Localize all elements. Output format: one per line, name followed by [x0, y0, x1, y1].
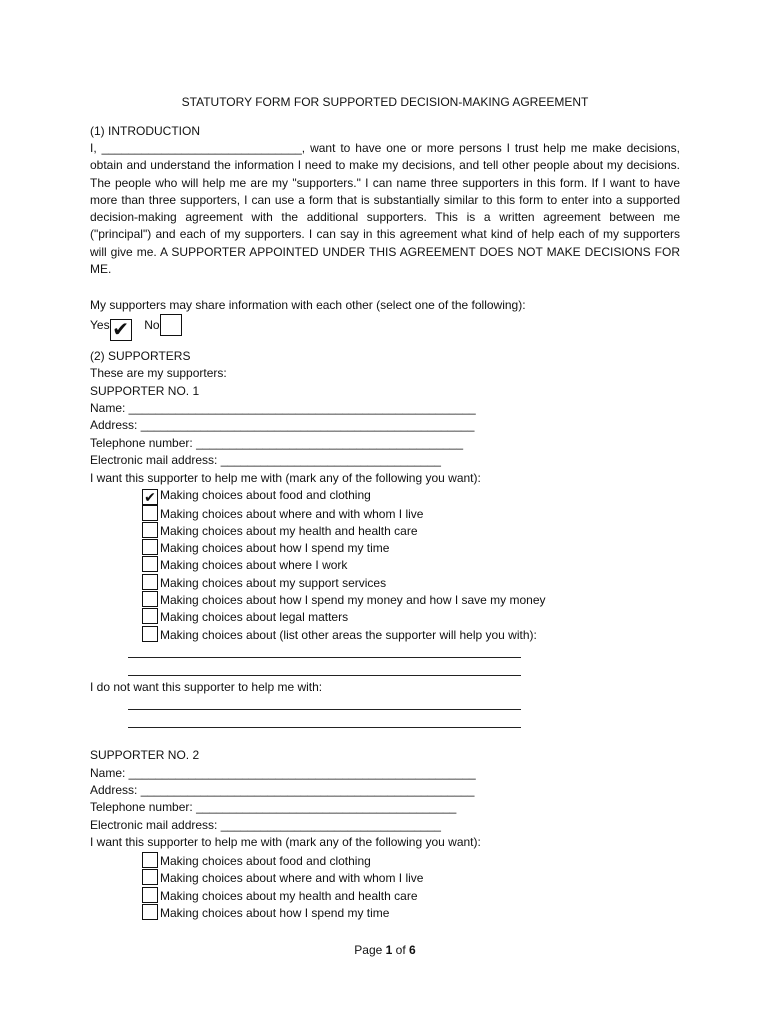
supporter1-option[interactable]	[142, 487, 371, 505]
option-label: Making choices about legal matters	[160, 610, 349, 624]
supporter2-email-field[interactable]: Electronic mail address: _________________________________	[90, 818, 441, 832]
option-checkbox[interactable]	[142, 505, 158, 521]
supporter2-option[interactable]	[142, 887, 418, 905]
page-number	[0, 943, 770, 957]
supporter2-option[interactable]	[142, 869, 423, 887]
supporter1-email-field[interactable]: Electronic mail address: _________________________________	[90, 453, 441, 467]
option-checkbox[interactable]	[142, 489, 158, 505]
not-want-line[interactable]	[128, 727, 521, 728]
supporter1-option[interactable]	[142, 591, 546, 609]
supporter1-name-field[interactable]: Name: ____________________________________________________	[90, 401, 476, 415]
option-checkbox[interactable]	[142, 556, 158, 572]
share-choice-row	[90, 314, 182, 341]
supporter2-telephone-field[interactable]: Telephone number: _______________________________________	[90, 800, 457, 814]
option-checkbox[interactable]	[142, 574, 158, 590]
supporter2-heading: SUPPORTER NO. 2	[90, 748, 200, 762]
option-label: Making choices about where and with whom I live	[160, 871, 424, 885]
supporter1-option[interactable]	[142, 556, 347, 574]
option-checkbox[interactable]	[142, 522, 158, 538]
option-label: Making choices about food and clothing	[160, 854, 371, 868]
supporter1-address-field[interactable]: Address: __________________________________________________	[90, 418, 475, 432]
supporter1-heading: SUPPORTER NO. 1	[90, 384, 200, 398]
option-label: Making choices about food and clothing	[160, 488, 371, 502]
option-label: Making choices about my health and health care	[160, 889, 418, 903]
option-checkbox[interactable]	[142, 852, 158, 868]
page-total: 6	[409, 943, 416, 957]
supporter2-name-field[interactable]: Name: ____________________________________________________	[90, 766, 476, 780]
option-label: Making choices about where and with whom I live	[160, 507, 424, 521]
no-label: No	[144, 318, 160, 332]
supporter1-not-want: I do not want this supporter to help me with:	[90, 680, 323, 694]
check-icon: ✔	[112, 319, 129, 341]
option-checkbox[interactable]	[142, 591, 158, 607]
check-icon: ✔	[144, 489, 156, 505]
supporter1-help-prompt: I want this supporter to help me with (mark any of the following you want):	[90, 471, 481, 485]
supporter1-telephone-field[interactable]: Telephone number: ________________________________________	[90, 436, 464, 450]
share-question: My supporters may share information with each other (select one of the following):	[90, 298, 526, 312]
option-checkbox[interactable]	[142, 539, 158, 555]
supporters-subheading: These are my supporters:	[90, 366, 227, 380]
supporter1-option[interactable]	[142, 626, 537, 644]
option-label: Making choices about how I spend my time	[160, 906, 390, 920]
option-label: Making choices about where I work	[160, 558, 348, 572]
supporter1-option[interactable]	[142, 574, 386, 592]
supporter1-option[interactable]	[142, 505, 423, 523]
option-checkbox[interactable]	[142, 869, 158, 885]
option-label: Making choices about how I spend my time	[160, 541, 390, 555]
intro-paragraph: I, ______________________________, want to have one or more persons I trust help me make decisions, obtain and understand the information I need to make my decisions, and tell other people about my decisions. The people who will help me are my "supporters." I can name three supporters in this form. If I want to have more than three supporters, I can use a form that is substantially similar to this form to enter into a supported decision-making agreement with the additional supporters. This is a written agreement between me ("principal") and each of my supporters. I can say in this agreement what kind of help each of my supporters will give me. A SUPPORTER APPOINTED UNDER THIS AGREEMENT DOES NOT MAKE DECISIONS FOR ME.	[90, 141, 680, 277]
supporter2-address-field[interactable]: Address: __________________________________________________	[90, 783, 475, 797]
option-checkbox[interactable]	[142, 887, 158, 903]
option-label: Making choices about how I spend my money and how I save my money	[160, 593, 546, 607]
other-areas-line[interactable]	[128, 657, 521, 658]
option-checkbox[interactable]	[142, 608, 158, 624]
supporter2-option[interactable]	[142, 904, 389, 922]
yes-checkbox[interactable]	[110, 319, 132, 341]
yes-label: Yes	[90, 318, 110, 332]
supporter1-option[interactable]	[142, 608, 348, 626]
not-want-line[interactable]	[128, 709, 521, 710]
other-areas-line[interactable]	[128, 675, 521, 676]
option-label: Making choices about (list other areas the supporter will help you with):	[160, 628, 537, 642]
page-prefix: Page	[354, 943, 386, 957]
no-checkbox[interactable]	[160, 314, 182, 336]
supporter2-help-prompt: I want this supporter to help me with (mark any of the following you want):	[90, 835, 481, 849]
option-label: Making choices about my support services	[160, 576, 387, 590]
supporter1-option[interactable]	[142, 522, 418, 540]
option-label: Making choices about my health and health care	[160, 524, 418, 538]
intro-heading: (1) INTRODUCTION	[90, 124, 200, 138]
supporter2-option[interactable]	[142, 852, 371, 870]
supporters-heading: (2) SUPPORTERS	[90, 349, 191, 363]
supporter1-option[interactable]	[142, 539, 389, 557]
option-checkbox[interactable]	[142, 904, 158, 920]
form-title: STATUTORY FORM FOR SUPPORTED DECISION-MAKING AGREEMENT	[181, 95, 589, 109]
option-checkbox[interactable]	[142, 626, 158, 642]
page-of: of	[392, 943, 410, 957]
page-current: 1	[385, 943, 393, 957]
